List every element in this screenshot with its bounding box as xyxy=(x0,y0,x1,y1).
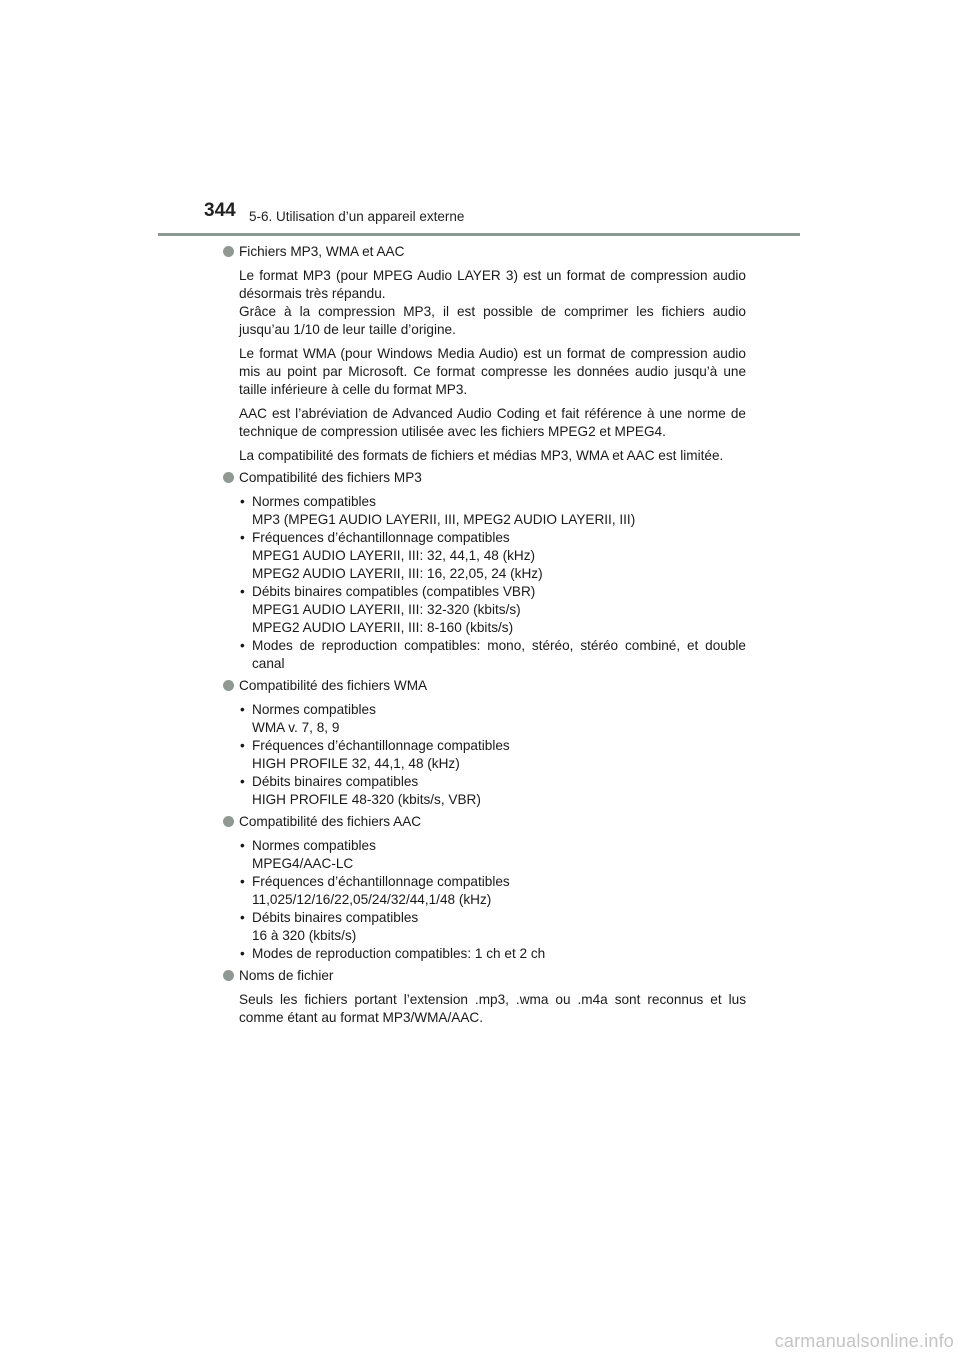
list-item-label: Modes de reproduction compatibles: mono, stéréo, stéréo combiné, et double canal xyxy=(252,638,746,671)
list-bullet-icon: • xyxy=(240,838,245,853)
list-item-label: Fréquences d’échantillonnage compatibles xyxy=(252,874,510,889)
list-item-detail: MP3 (MPEG1 AUDIO LAYERII, III, MPEG2 AUDIO LAYERII, III) xyxy=(252,512,636,527)
header-rule xyxy=(158,233,800,236)
list-item xyxy=(239,701,746,737)
bullet-circle-icon xyxy=(223,246,234,257)
list-item xyxy=(239,637,746,673)
paragraph: Seuls les fichiers portant l’extension .mp3, .wma ou .m4a sont reconnus et lus comme étant au format MP3/WMA/AAC. xyxy=(239,992,746,1025)
list-item-detail: MPEG4/AAC-LC xyxy=(252,856,354,871)
list-bullet-icon: • xyxy=(240,702,245,717)
list-item-label: Modes de reproduction compatibles: 1 ch et 2 ch xyxy=(252,946,546,961)
list-item xyxy=(239,909,746,945)
list-item xyxy=(239,837,746,873)
topic-heading xyxy=(222,677,746,695)
list-item-detail: MPEG2 AUDIO LAYERII, III: 16, 22,05, 24 (kHz) xyxy=(252,566,543,581)
list-item-label: Fréquences d’échantillonnage compatibles xyxy=(252,738,510,753)
topic-section xyxy=(222,813,746,963)
topic-heading-text: Compatibilité des fichiers MP3 xyxy=(239,470,422,485)
page-content xyxy=(222,243,746,1027)
list-item-label: Débits binaires compatibles xyxy=(252,774,419,789)
bullet-circle-icon xyxy=(223,816,234,827)
list-bullet-icon: • xyxy=(240,738,245,753)
list-item-detail: HIGH PROFILE 32, 44,1, 48 (kHz) xyxy=(252,756,460,771)
topic-heading-text: Noms de fichier xyxy=(239,968,334,983)
topic-heading xyxy=(222,243,746,261)
list-item-detail: 11,025/12/16/22,05/24/32/44,1/48 (kHz) xyxy=(252,892,492,907)
topic-section xyxy=(222,243,746,465)
list-item-detail: WMA v. 7, 8, 9 xyxy=(252,720,340,735)
list-bullet-icon: • xyxy=(240,638,245,653)
list-item xyxy=(239,873,746,909)
list-item-detail: MPEG2 AUDIO LAYERII, III: 8-160 (kbits/s) xyxy=(252,620,514,635)
list-bullet-icon: • xyxy=(240,910,245,925)
list-item-label: Débits binaires compatibles xyxy=(252,910,419,925)
list-item xyxy=(239,945,746,963)
topic-heading xyxy=(222,967,746,985)
spec-list xyxy=(239,493,746,673)
list-bullet-icon: • xyxy=(240,874,245,889)
list-item xyxy=(239,493,746,529)
spec-list xyxy=(239,701,746,809)
list-bullet-icon: • xyxy=(240,584,245,599)
list-item xyxy=(239,583,746,637)
list-item-label: Normes compatibles xyxy=(252,494,376,509)
list-item-label: Débits binaires compatibles (compatibles VBR) xyxy=(252,584,536,599)
topic-section xyxy=(222,677,746,809)
topic-section xyxy=(222,469,746,673)
paragraph: La compatibilité des formats de fichiers et médias MP3, WMA et AAC est limitée. xyxy=(239,448,724,463)
list-item xyxy=(239,737,746,773)
list-bullet-icon: • xyxy=(240,530,245,545)
paragraph: Le format WMA (pour Windows Media Audio) est un format de compression audio mis au point par Microsoft. Ce format compresse les données audio jusqu’à une taille inférieure à celle du format MP3. xyxy=(239,346,746,397)
list-bullet-icon: • xyxy=(240,494,245,509)
paragraph: Le format MP3 (pour MPEG Audio LAYER 3) est un format de compression audio désormais très répandu. Grâce à la compression MP3, il est possible de comprimer les fichiers audio jusqu’au 1/10 de leur taille d’origine. xyxy=(239,268,746,337)
list-item-detail: 16 à 320 (kbits/s) xyxy=(252,928,357,943)
watermark: carmanualsonline.info xyxy=(774,1331,954,1351)
list-item-detail: MPEG1 AUDIO LAYERII, III: 32-320 (kbits/s) xyxy=(252,602,521,617)
topic-heading xyxy=(222,813,746,831)
list-item xyxy=(239,773,746,809)
topic-heading-text: Compatibilité des fichiers WMA xyxy=(239,678,428,693)
list-item xyxy=(239,529,746,583)
spec-list xyxy=(239,837,746,963)
page-header xyxy=(0,0,960,240)
list-item-label: Normes compatibles xyxy=(252,838,376,853)
list-bullet-icon: • xyxy=(240,946,245,961)
list-bullet-icon: • xyxy=(240,774,245,789)
list-item-detail: HIGH PROFILE 48-320 (kbits/s, VBR) xyxy=(252,792,481,807)
list-item-label: Fréquences d’échantillonnage compatibles xyxy=(252,530,510,545)
topic-heading-text: Fichiers MP3, WMA et AAC xyxy=(239,244,405,259)
topic-heading xyxy=(222,469,746,487)
page-number: 344 xyxy=(204,200,236,221)
list-item-label: Normes compatibles xyxy=(252,702,376,717)
bullet-circle-icon xyxy=(223,680,234,691)
bullet-circle-icon xyxy=(223,970,234,981)
topic-heading-text: Compatibilité des fichiers AAC xyxy=(239,814,422,829)
paragraph: AAC est l’abréviation de Advanced Audio Coding et fait référence à une norme de technique de compression utilisée avec les fichiers MPEG2 et MPEG4. xyxy=(239,406,746,439)
section-title: 5-6. Utilisation d’un appareil externe xyxy=(249,209,465,224)
topic-section xyxy=(222,967,746,1027)
list-item-detail: MPEG1 AUDIO LAYERII, III: 32, 44,1, 48 (kHz) xyxy=(252,548,536,563)
bullet-circle-icon xyxy=(223,472,234,483)
